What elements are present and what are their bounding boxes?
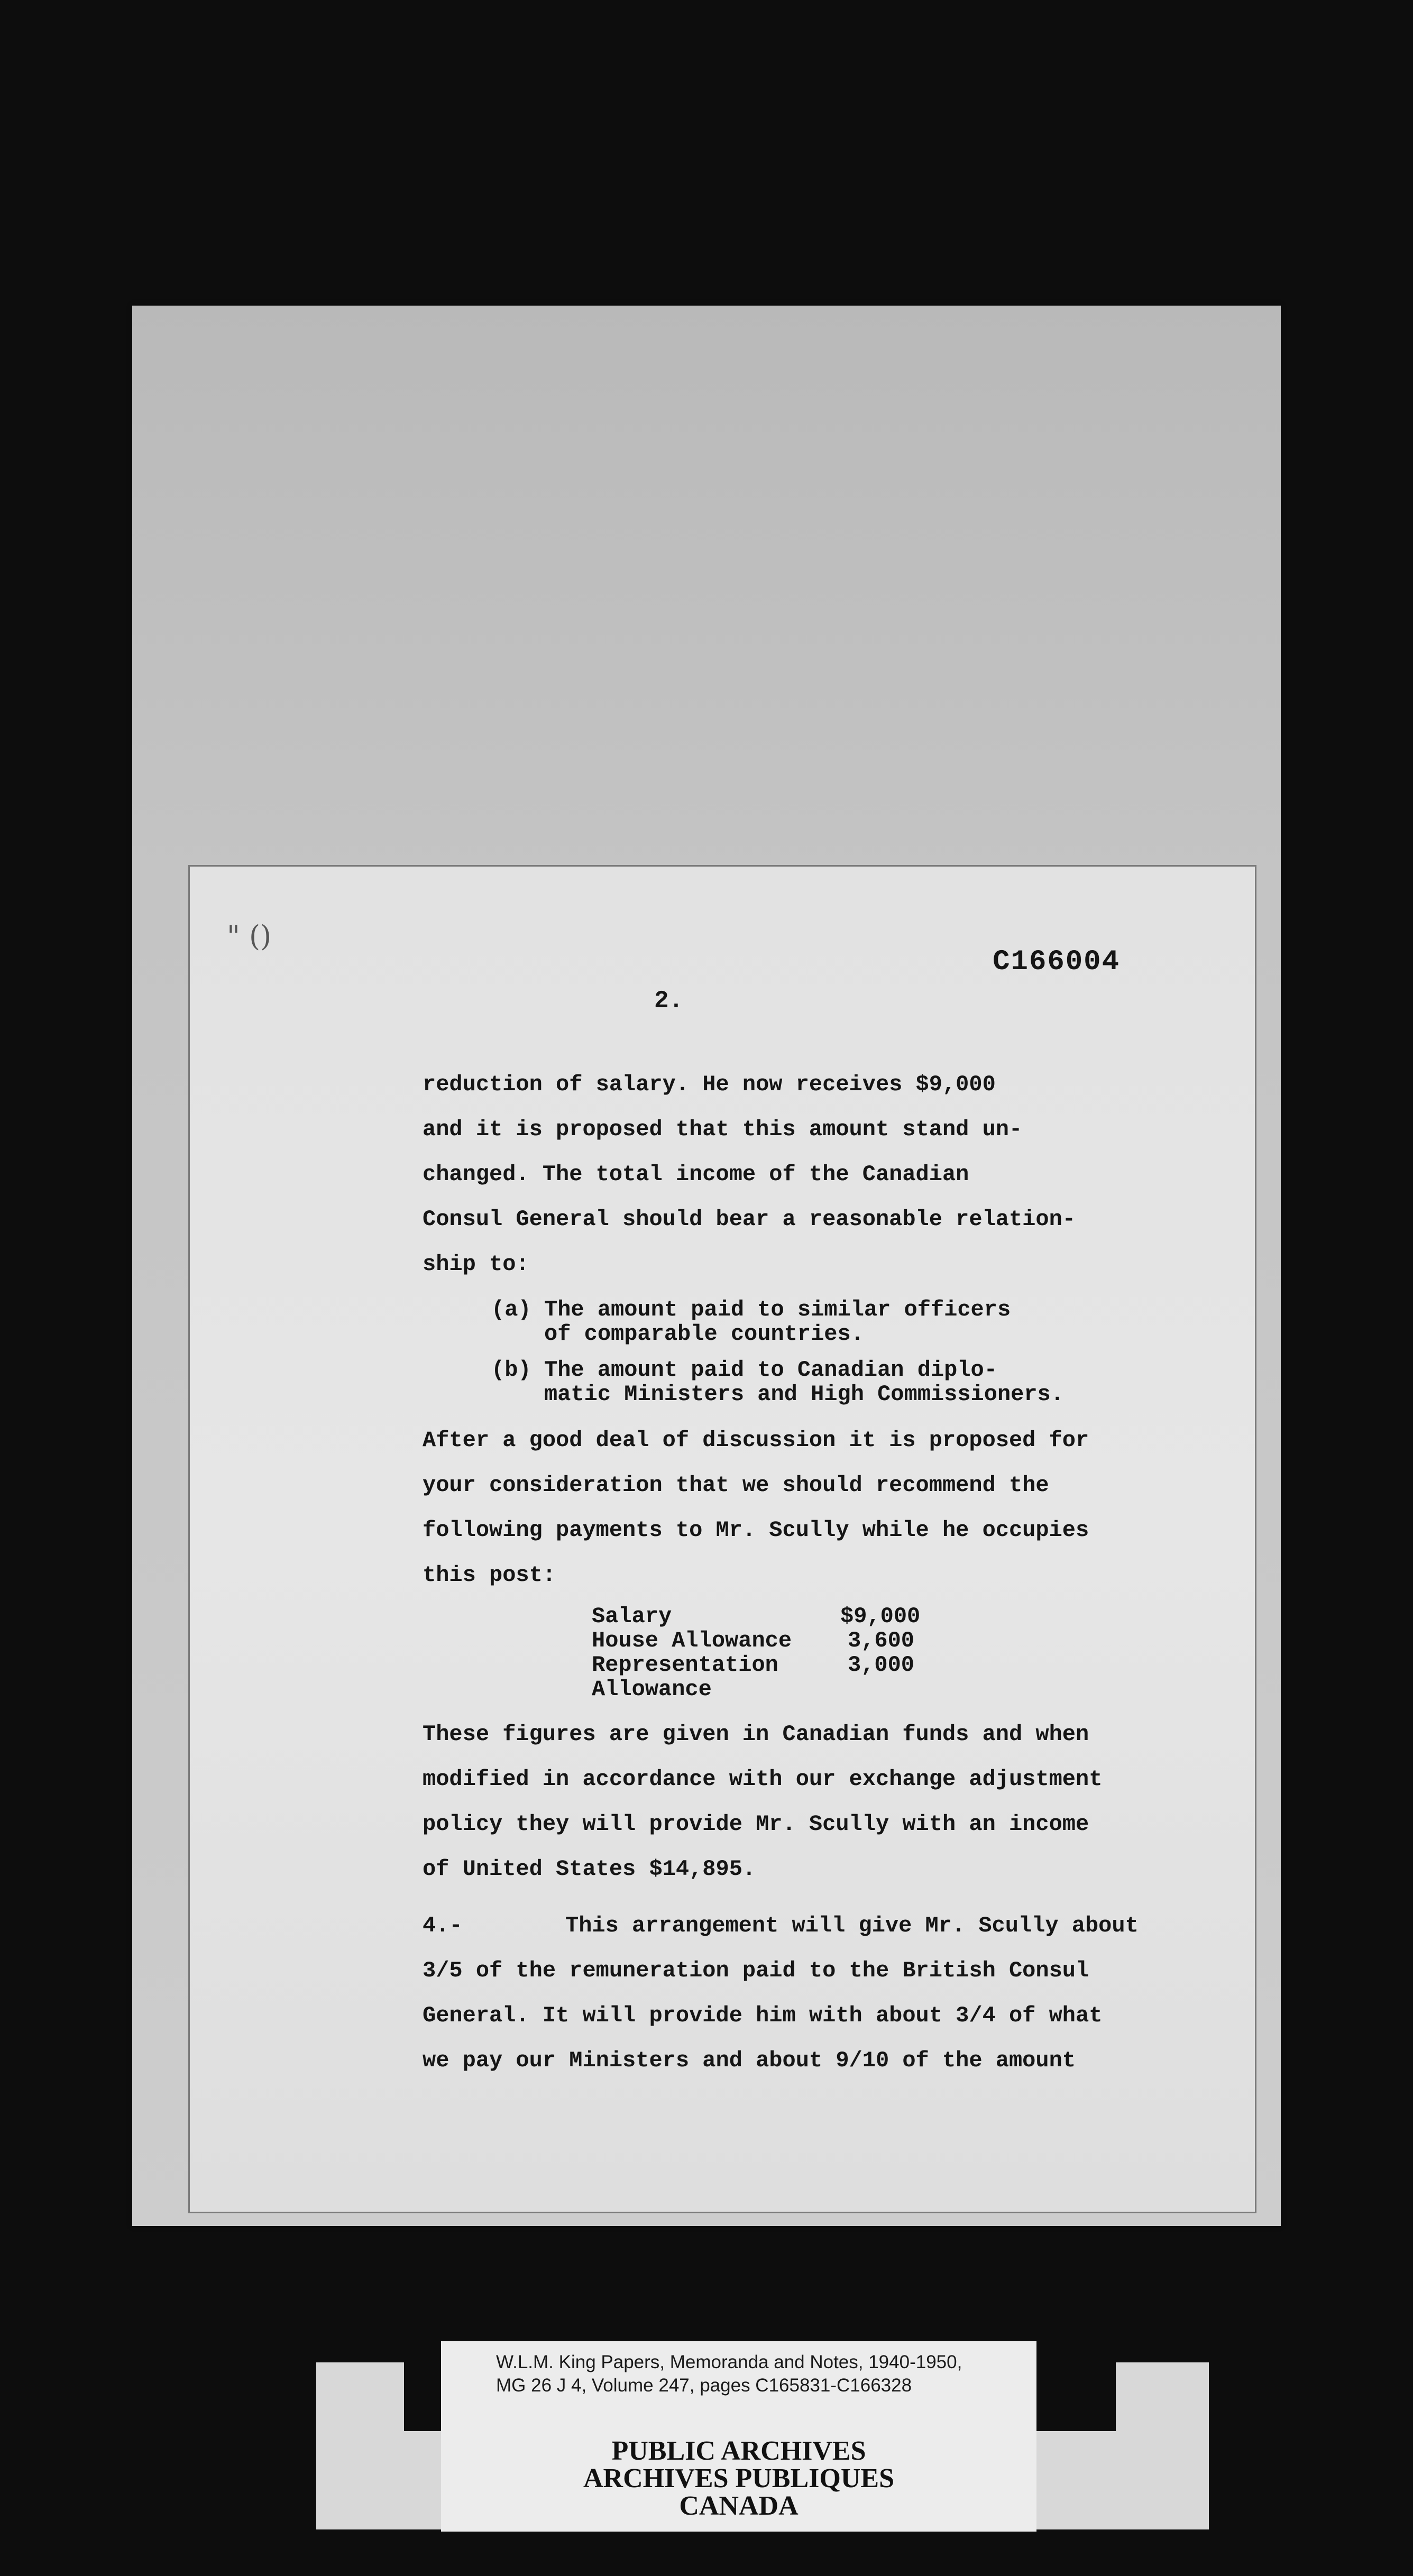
- section-first-line: This arrangement will give Mr. Scully about: [565, 1913, 1139, 1938]
- payment-name: Salary: [592, 1604, 672, 1629]
- payment-amount: 3,600: [847, 1628, 914, 1653]
- list-item-a: [491, 1298, 1184, 1346]
- archive-reference: W.L.M. King Papers, Memoranda and Notes, 1940-1950, MG 26 J 4, Volume 247, pages C165831-C166328: [496, 2352, 962, 2396]
- archive-name-country: CANADA: [679, 2491, 799, 2521]
- payment-row-house-allowance: [592, 1629, 1184, 1653]
- list-item-label: (a): [491, 1297, 531, 1322]
- letter-body: [423, 1062, 1184, 2083]
- archive-name-fr: ARCHIVES PUBLIQUES: [583, 2463, 895, 2494]
- document-id-stamp: C166004: [993, 946, 1120, 978]
- archive-card-notch: [404, 2341, 441, 2431]
- paragraph-salary: reduction of salary. He now receives $9,000 and it is proposed that this amount stand un- changed. The total income of the Canadian Consul General should bear a reasonable relation- ship to:: [423, 1072, 1076, 1277]
- document-page: [188, 865, 1256, 2213]
- archive-name: [441, 2437, 1036, 2520]
- section-4-continuation: 3/5 of the remuneration paid to the British Consul General. It will provide him with about 3/4 of what we pay our Ministers and about 9/10 of the amount: [423, 1958, 1103, 2073]
- section-number: 4.-: [423, 1913, 463, 1938]
- payment-amount: 3,000: [847, 1652, 914, 1678]
- page-number: 2.: [654, 987, 684, 1015]
- payment-name: Representation Allowance: [592, 1652, 778, 1702]
- archive-card-notch: [1036, 2341, 1116, 2431]
- payment-name: House Allowance: [592, 1628, 792, 1653]
- payment-amount: $9,000: [840, 1604, 921, 1629]
- payments-table: [592, 1604, 1184, 1701]
- list-item-text: The amount paid to Canadian diplo- matic Ministers and High Commissioners.: [544, 1357, 1064, 1407]
- paragraph-funds: These figures are given in Canadian funds and when modified in accordance with our exchange adjustment policy they will provide Mr. Scully with an income of United States $14,895.: [423, 1722, 1103, 1882]
- paragraph-recommendation: After a good deal of discussion it is proposed for your consideration that we should recommend the following payments to Mr. Scully while he occupies this post:: [423, 1428, 1089, 1588]
- handwritten-page-mark: " (): [227, 919, 272, 953]
- list-item-label: (b): [491, 1357, 531, 1383]
- archive-name-en: PUBLIC ARCHIVES: [611, 2436, 866, 2466]
- payment-row-salary: [592, 1604, 1184, 1629]
- list-item-b: [491, 1358, 1184, 1406]
- payment-row-representation: [592, 1653, 1184, 1701]
- list-item-text: The amount paid to similar officers of comparable countries.: [544, 1297, 1011, 1347]
- section-4-heading: [423, 1903, 1184, 1948]
